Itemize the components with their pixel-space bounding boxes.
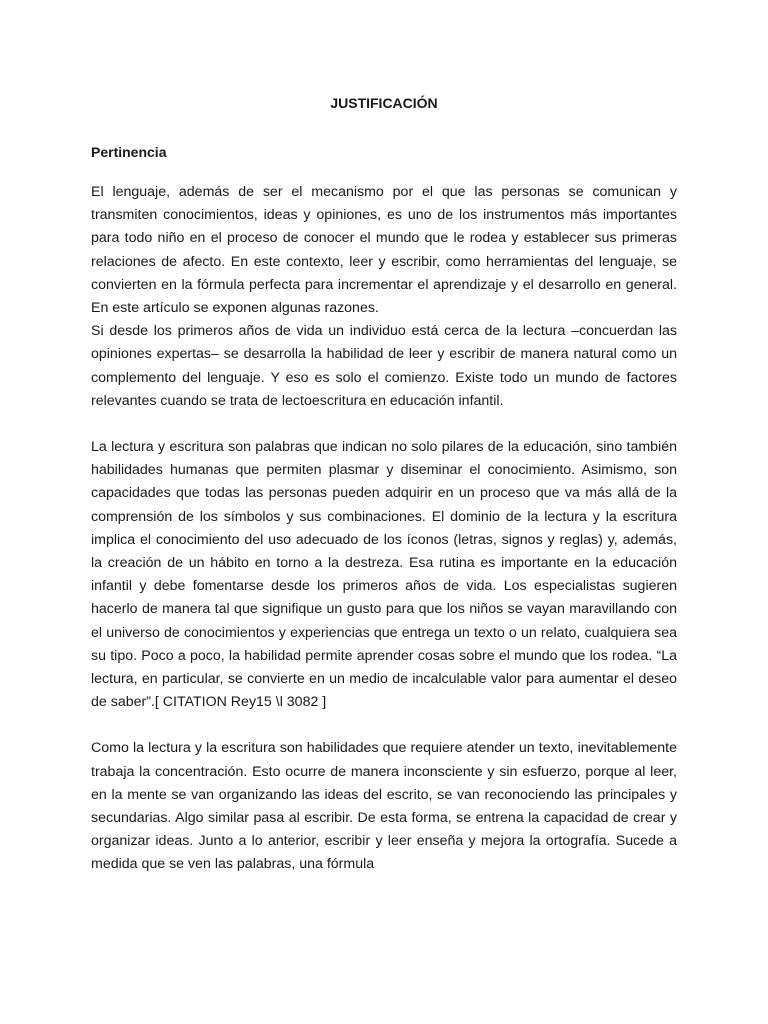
paragraph-lenguaje: El lenguaje, además de ser el mecanismo por el que las personas se comunican y transmiten conocimientos, ideas y opiniones, es uno de los instrumentos más importantes para todo niño en el proceso de conocer el mundo que le rodea y establecer sus primeras relaciones de afecto. En este contexto, leer y escribir, como herramientas del lenguaje, se convierten en la fórmula perfecta para incrementar el aprendizaje y el desarrollo en general. En este artículo se exponen algunas razones. [91,184,677,317]
document-title: JUSTIFICACIÓN [330,95,438,111]
paragraph-spacer [91,714,677,737]
paragraph-primeros-anos: Si desde los primeros años de vida un individuo está cerca de la lectura –concuerdan las opiniones expertas– se desarrolla la habilidad de leer y escribir de manera natural como un complemento del lenguaje. Y eso es solo el comienzo. Existe todo un mundo de factores relevantes cuando se trata de lectoescritura en educación infantil. [91,323,677,409]
section-heading: Pertinencia [91,144,167,160]
paragraph-concentracion: Como la lectura y la escritura son habilidades que requiere atender un texto, inevitablemente trabaja la concentración. Esto ocurre de manera inconsciente y sin esfuerzo, porque al leer, en la mente se van organizando las ideas del escrito, se van reconociendo las principales y secundarias. Algo similar pasa al escribir. De esta forma, se entrena la capacidad de crear y organizar ideas. Junto a lo anterior, escribir y leer enseña y mejora la ortografía. Sucede a medida que se ven las palabras, una fórmula [91,740,677,873]
paragraph-spacer [91,413,677,436]
paragraph-lectura-escritura: La lectura y escritura son palabras que indican no solo pilares de la educación, sino también habilidades humanas que permiten plasmar y diseminar el conocimiento. Asimismo, son capacidades que todas las personas pueden adquirir en un proceso que va más allá de la comprensión de los símbolos y sus combinaciones. El dominio de la lectura y la escritura implica el conocimiento del uso adecuado de los íconos (letras, signos y reglas) y, además, la creación de un hábito en torno a la destreza. Esa rutina es importante en la educación infantil y debe fomentarse desde los primeros años de vida. Los especialistas sugieren hacerlo de manera tal que signifique un gusto para que los niños se vayan maravillando con el universo de conocimientos y experiencias que entrega un texto o un relato, cualquiera sea su tipo. Poco a poco, la habilidad permite aprender cosas sobre el mundo que los rodea. “La lectura, en particular, se convierte en un medio de incalculable valor para aumentar el deseo de saber”.[ CITATION Rey15 \l 3082 ] [91,439,677,711]
